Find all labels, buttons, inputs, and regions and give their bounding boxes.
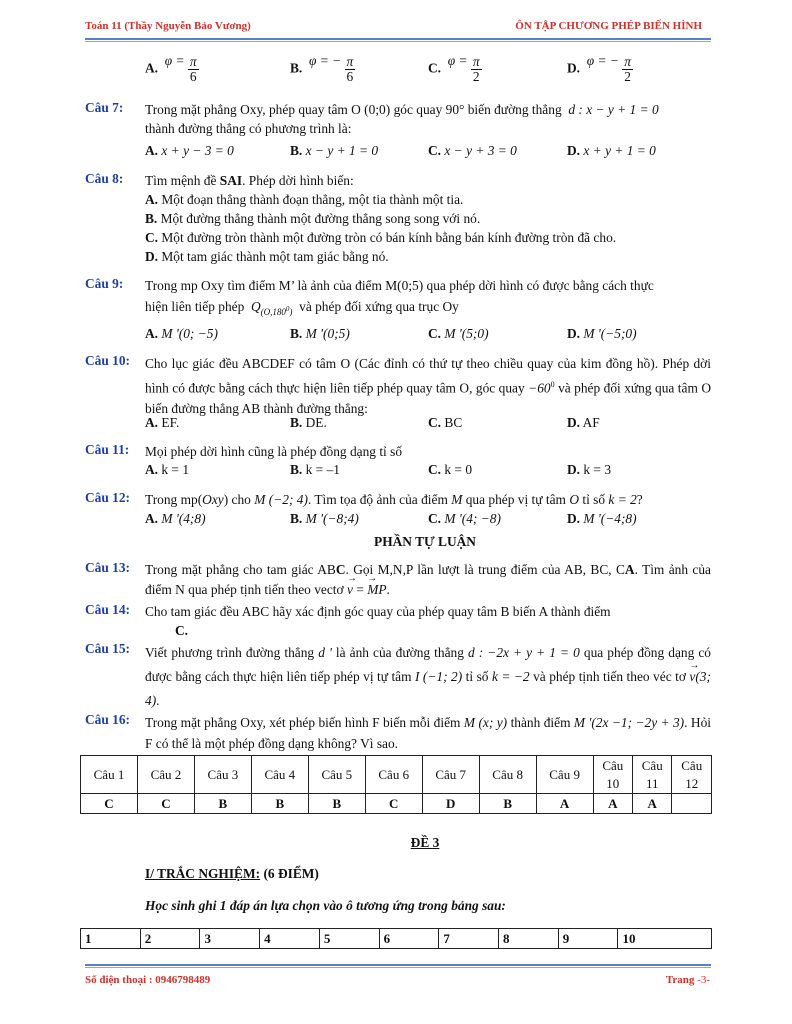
table-cell: Câu 7 (422, 756, 479, 794)
q12-option-a: A. M '(4;8) (145, 511, 206, 526)
q9-options (145, 326, 705, 344)
table-cell: B (479, 794, 536, 814)
question-text: thành đường thẳng có phương trình là: (145, 121, 352, 136)
q7-option-c: C. x − y + 3 = 0 (428, 143, 517, 158)
grid-cell: 4 (260, 929, 320, 949)
q11-option-b: B. k = –1 (290, 462, 340, 477)
table-cell: Câu 10 (593, 756, 632, 794)
fraction: $\frac{\pi}{6}$ (346, 54, 354, 84)
q9-option-b: B. M '(0;5) (290, 326, 350, 341)
question-text: Cho lục giác đều ABCDEF có tâm O (Các đỉnh có thứ tự theo chiều quay của kim đồng hồ). Phép dời hình có được bằng cách thực hiện liên tiếp phép quay tâm O, góc quay (145, 356, 711, 396)
question-number: Câu 11: (85, 442, 130, 457)
table-cell: Câu 12 (672, 756, 712, 794)
q11-options (145, 462, 705, 480)
q9-option-a: A. M '(0; −5) (145, 326, 218, 341)
section-trac-nghiem: I/ TRẮC NGHIỆM: (6 ĐIỂM) (145, 866, 319, 881)
footer-page: Trang -3- (665, 974, 710, 986)
question-15: Câu 15: Viết phương trình đường thẳng d ' là ảnh của đường thẳng d : −2x + y + 1 = 0 qua phép đồng dạng có được bằng cách thực hiện liên tiếp phép vị tự tâm I (−1; 2) tỉ số k = −2 và phép tịnh tiến theo véc tơ → v(3; 4). (85, 641, 711, 713)
question-number: Câu 16: (85, 712, 131, 727)
table-cell: B (194, 794, 251, 814)
q10-options (145, 415, 705, 433)
question-10: Câu 10: Cho lục giác đều ABCDEF có tâm O (Các đỉnh có thứ tự theo chiều quay của kim đồng hồ). Phép dời hình có được bằng cách thực hiện liên tiếp phép quay tâm O, góc quay $-60^0$ và phép đối xứng qua tâm O biến đường thẳng AB thành đường thẳng: (85, 353, 711, 417)
table-cell: C (137, 794, 194, 814)
q6-option-c: C. φ = $\frac{\pi}{2}$ (428, 52, 480, 84)
q12-option-d: D. M '(−4;8) (567, 511, 637, 526)
answer-table-header-row (81, 756, 712, 794)
question-number: Câu 13: (85, 560, 131, 575)
table-cell: A (633, 794, 672, 814)
answer-table (80, 755, 712, 814)
table-cell: A (536, 794, 593, 814)
q7-option-a: A. x + y − 3 = 0 (145, 143, 234, 158)
question-number: Câu 12: (85, 490, 131, 505)
header-right: ÔN TẬP CHƯƠNG PHÉP BIẾN HÌNH (515, 20, 702, 32)
question-number: Câu 15: (85, 641, 131, 656)
vector-v: → v (347, 580, 353, 600)
question-text: Trong mp Oxy tìm điểm M’ là ảnh của điểm M(0;5) qua phép dời hình có được bằng cách thực (145, 278, 654, 293)
q8-item-d: D. Một tam giác thành một tam giác bằng nó. (145, 249, 389, 264)
table-cell: Câu 4 (251, 756, 308, 794)
header-left: Toán 11 (Thầy Nguyễn Bảo Vương) (85, 20, 251, 32)
question-number: Câu 10: (85, 353, 131, 368)
table-cell: C (81, 794, 138, 814)
question-13: Câu 13: Trong mặt phẳng cho tam giác ABC. Gọi M,N,P lần lượt là trung điểm của AB, BC, CA. Tìm ảnh của điểm N qua phép tịnh tiến theo vectơ → v = → MP. (85, 560, 711, 600)
q11-option-d: D. k = 3 (567, 462, 612, 477)
question-11 (85, 442, 711, 461)
q12-option-c: C. M '(4; −8) (428, 511, 501, 526)
question-text: Trong mặt phẳng Oxy, phép quay tâm O (0;0) góc quay 90° biến đường thẳng (145, 102, 562, 117)
question-text: Cho tam giác đều ABC hãy xác định góc quay của phép quay tâm B biến A thành điểm (145, 604, 611, 619)
q12-options (145, 511, 705, 529)
table-cell (672, 794, 712, 814)
q7-option-b: B. x − y + 1 = 0 (290, 143, 379, 158)
rotation-symbol: Q (251, 299, 261, 314)
answer-grid-row (81, 929, 712, 949)
instruction-note: Học sinh ghi 1 đáp án lựa chọn vào ô tương ứng trong bảng sau: (145, 898, 506, 913)
q6-option-b: B. φ = − $\frac{\pi}{6}$ (290, 52, 354, 84)
grid-cell: 7 (439, 929, 499, 949)
q6-options (145, 52, 705, 91)
q7-options (145, 143, 705, 161)
footer-rule (85, 964, 711, 966)
q9-option-c: C. M '(5;0) (428, 326, 489, 341)
q11-option-c: C. k = 0 (428, 462, 473, 477)
grid-cell: 9 (558, 929, 618, 949)
option-letter: C. (428, 60, 442, 76)
q10-option-c: C. BC (428, 415, 463, 430)
q8-item-c: C. Một đường tròn thành một đường tròn có bán kính bằng bán kính đường tròn đã cho. (145, 230, 617, 245)
question-16: Câu 16: Trong mặt phẳng Oxy, xét phép biến hình F biến mỗi điểm M (x; y) thành điểm M '(2x −1; −2y + 3). Hỏi F có thể là một phép đồng dạng không? Vì sao. (85, 712, 711, 751)
section-title-tu-luan: PHẦN TỰ LUẬN (374, 534, 476, 549)
grid-cell: 6 (379, 929, 439, 949)
q7-option-d: D. x + y + 1 = 0 (567, 143, 656, 158)
q11-option-a: A. k = 1 (145, 462, 190, 477)
question-9: Câu 9: Trong mp Oxy tìm điểm M’ là ảnh của điểm M(0;5) qua phép dời hình có được bằng cách thực hiện liên tiếp phép $Q_{(O,180^0)}$ và phép đối xứng qua trục Oy (85, 276, 711, 324)
table-cell: Câu 1 (81, 756, 138, 794)
grid-cell: 10 (618, 929, 712, 949)
header-rule-thin (85, 41, 711, 42)
answer-table-answer-row (81, 794, 712, 814)
table-cell: Câu 3 (194, 756, 251, 794)
q12-option-b: B. M '(−8;4) (290, 511, 359, 526)
table-cell: Câu 2 (137, 756, 194, 794)
question-8: Câu 8: Tìm mệnh đề SAI. Phép dời hình biến: A. Một đoạn thẳng thành đoạn thẳng, một tia thành một tia. B. Một đường thẳng thành một đường thẳng song song với nó. C. Một đường tròn thành một đường tròn có bán kính bằng bán kính đường tròn đã cho. D. Một tam giác thành một tam giác bằng nó. (85, 171, 711, 266)
table-cell: A (593, 794, 632, 814)
grid-cell: 3 (200, 929, 260, 949)
header-rule (85, 38, 711, 40)
table-cell: Câu 6 (365, 756, 422, 794)
table-cell: D (422, 794, 479, 814)
table-cell: Câu 5 (308, 756, 365, 794)
table-cell: Câu 11 (633, 756, 672, 794)
q8-item-b: B. Một đường thẳng thành một đường thẳng song song với nó. (145, 211, 481, 226)
question-number: Câu 8: (85, 171, 124, 186)
grid-cell: 8 (499, 929, 559, 949)
fraction: $\frac{\pi}{2}$ (472, 54, 480, 84)
table-cell: Câu 9 (536, 756, 593, 794)
exam-title: ĐỀ 3 (410, 835, 440, 850)
question-number: Câu 7: (85, 100, 124, 115)
grid-cell: 2 (140, 929, 200, 949)
question-14: Câu 14: Cho tam giác đều ABC hãy xác định góc quay của phép quay tâm B biến A thành điểm C. (85, 602, 711, 640)
q10-option-a: A. EF. (145, 415, 180, 430)
grid-cell: 5 (319, 929, 379, 949)
table-cell: B (308, 794, 365, 814)
line-equation: d : x − y + 1 = 0 (568, 102, 659, 117)
q6-option-d: D. φ = − $\frac{\pi}{2}$ (567, 52, 631, 84)
q10-option-b: B. DE. (290, 415, 327, 430)
fraction: $\frac{\pi}{6}$ (189, 54, 197, 84)
q9-option-d: D. M '(−5;0) (567, 326, 637, 341)
q8-item-a: A. Một đoạn thẳng thành đoạn thẳng, một tia thành một tia. (145, 192, 464, 207)
question-number: Câu 14: (85, 602, 131, 617)
q10-option-d: D. AF (567, 415, 600, 430)
question-number: Câu 9: (85, 276, 124, 291)
table-cell: B (251, 794, 308, 814)
grid-cell: 1 (81, 929, 141, 949)
option-letter: A. (145, 60, 159, 76)
option-letter: D. (567, 60, 581, 76)
question-7 (85, 100, 711, 138)
table-cell: Câu 8 (479, 756, 536, 794)
vector-v: → v (689, 665, 695, 689)
answer-grid (80, 928, 712, 949)
option-letter: B. (290, 60, 303, 76)
footer-phone: Số điện thoại : 0946798489 (85, 974, 211, 986)
table-cell: C (365, 794, 422, 814)
question-12: Câu 12: Trong mp(Oxy) cho M (−2; 4). Tìm tọa độ ảnh của điểm M qua phép vị tự tâm O tỉ số k = 2? (85, 490, 643, 507)
fraction: $\frac{\pi}{2}$ (624, 54, 631, 84)
emphasis-sai: SAI (219, 173, 243, 188)
footer-rule-thin (85, 967, 711, 968)
question-text: Mọi phép dời hình cũng là phép đồng dạng tỉ số (145, 444, 403, 459)
q6-option-a: A. φ = $\frac{\pi}{6}$ (145, 52, 197, 84)
vector-mp: → MP (367, 580, 386, 600)
